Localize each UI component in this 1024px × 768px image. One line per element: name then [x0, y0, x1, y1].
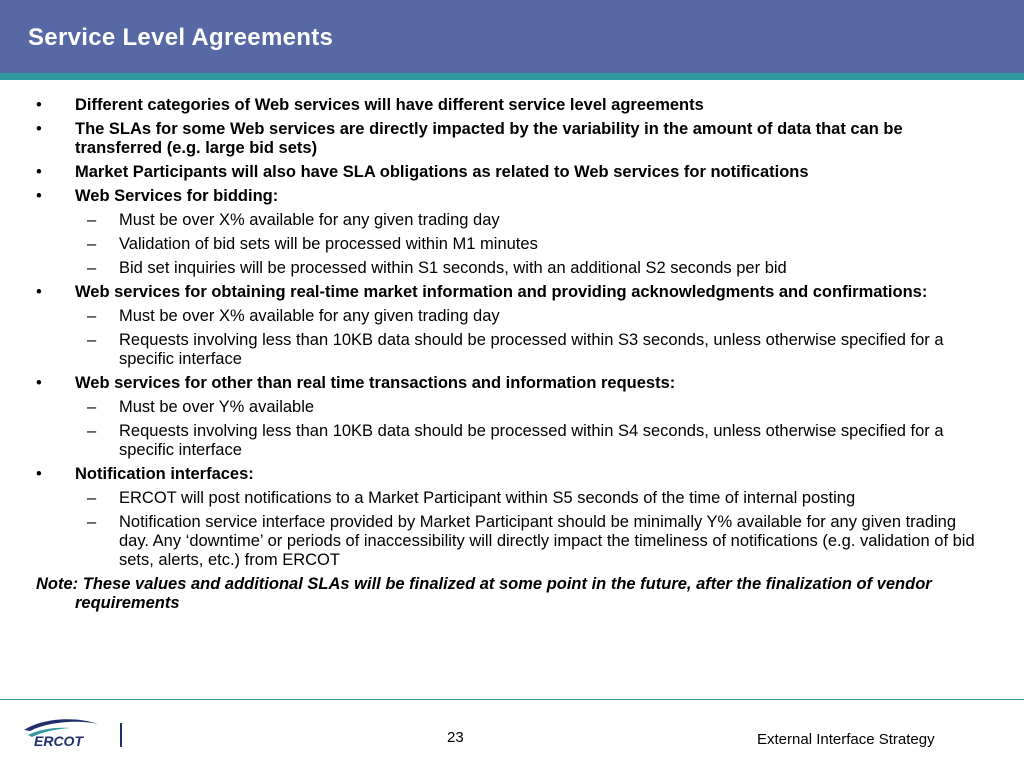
sub-bullet-text: Must be over X% available for any given trading day [119, 307, 500, 325]
sub-bullet-text: Requests involving less than 10KB data should be processed within S4 seconds, unless otherwise specified for a specific interface [119, 422, 944, 459]
slide-body [36, 96, 986, 613]
bullet-text: Web services for obtaining real-time market information and providing acknowledgments and confirmations: [75, 283, 928, 301]
dash-marker: – [87, 211, 97, 229]
logo-wordmark: ERCOT [34, 733, 83, 749]
bullet-item [36, 283, 986, 302]
bullet-item [36, 187, 986, 206]
sub-bullet-item [36, 259, 986, 278]
dash-marker: – [87, 489, 97, 507]
dash-marker: – [87, 235, 97, 253]
sub-bullet-item [36, 489, 986, 508]
sub-bullet-text: Must be over X% available for any given trading day [119, 211, 500, 229]
bullet-text: Different categories of Web services will have different service level agreements [75, 96, 704, 114]
bullet-marker: • [36, 163, 42, 181]
sub-bullet-item [36, 307, 986, 326]
bullet-marker: • [36, 187, 42, 205]
dash-marker: – [87, 331, 97, 349]
sub-bullet-text: ERCOT will post notifications to a Market Participant within S5 seconds of the time of internal posting [119, 489, 856, 507]
header-accent-line [0, 73, 1024, 80]
sub-bullet-item [36, 331, 986, 369]
sub-bullet-text: Notification service interface provided by Market Participant should be minimally Y% available for any given trading day. Any ‘downtime’ or periods of inaccessibility will directly impact the timeliness of notifications (e.g. validation of bid sets, alerts, etc.) from ERCOT [119, 513, 975, 569]
bullet-marker: • [36, 120, 42, 138]
dash-marker: – [87, 398, 97, 416]
bullet-item [36, 163, 986, 182]
dash-marker: – [87, 259, 97, 277]
bullet-item [36, 465, 986, 484]
footer-divider [0, 699, 1024, 700]
bullet-item [36, 96, 986, 115]
dash-marker: – [87, 307, 97, 325]
logo-separator [120, 723, 122, 747]
sub-bullet-text: Validation of bid sets will be processed within M1 minutes [119, 235, 538, 253]
sub-bullet-item [36, 235, 986, 254]
bullet-text: Web Services for bidding: [75, 187, 279, 205]
sub-bullet-text: Must be over Y% available [119, 398, 315, 416]
dash-marker: – [87, 422, 97, 440]
bullet-marker: • [36, 283, 42, 301]
sub-bullet-text: Bid set inquiries will be processed within S1 seconds, with an additional S2 seconds per bid [119, 259, 787, 277]
bullet-item [36, 120, 986, 158]
bullet-text: Market Participants will also have SLA obligations as related to Web services for notifications [75, 163, 809, 181]
footer-caption: External Interface Strategy [757, 731, 935, 748]
note-text: Note: These values and additional SLAs will be finalized at some point in the future, after the finalization of vendor requirements [36, 575, 932, 612]
sub-bullet-item [36, 513, 986, 570]
bullet-text: Web services for other than real time transactions and information requests: [75, 374, 676, 392]
title-bar [0, 0, 1024, 73]
sub-bullet-text: Requests involving less than 10KB data should be processed within S3 seconds, unless otherwise specified for a specific interface [119, 331, 944, 368]
sub-bullet-item [36, 422, 986, 460]
bullet-marker: • [36, 96, 42, 114]
sub-bullet-item [36, 398, 986, 417]
slide-title: Service Level Agreements [28, 24, 334, 51]
bullet-marker: • [36, 374, 42, 392]
dash-marker: – [87, 513, 97, 531]
bullet-text: Notification interfaces: [75, 465, 254, 483]
bullet-marker: • [36, 465, 42, 483]
bullet-text: The SLAs for some Web services are directly impacted by the variability in the amount of data that can be transferred (e.g. large bid sets) [75, 120, 903, 157]
bullet-item [36, 374, 986, 393]
ercot-logo [20, 714, 102, 750]
sub-bullet-item [36, 211, 986, 230]
page-number: 23 [447, 729, 464, 746]
